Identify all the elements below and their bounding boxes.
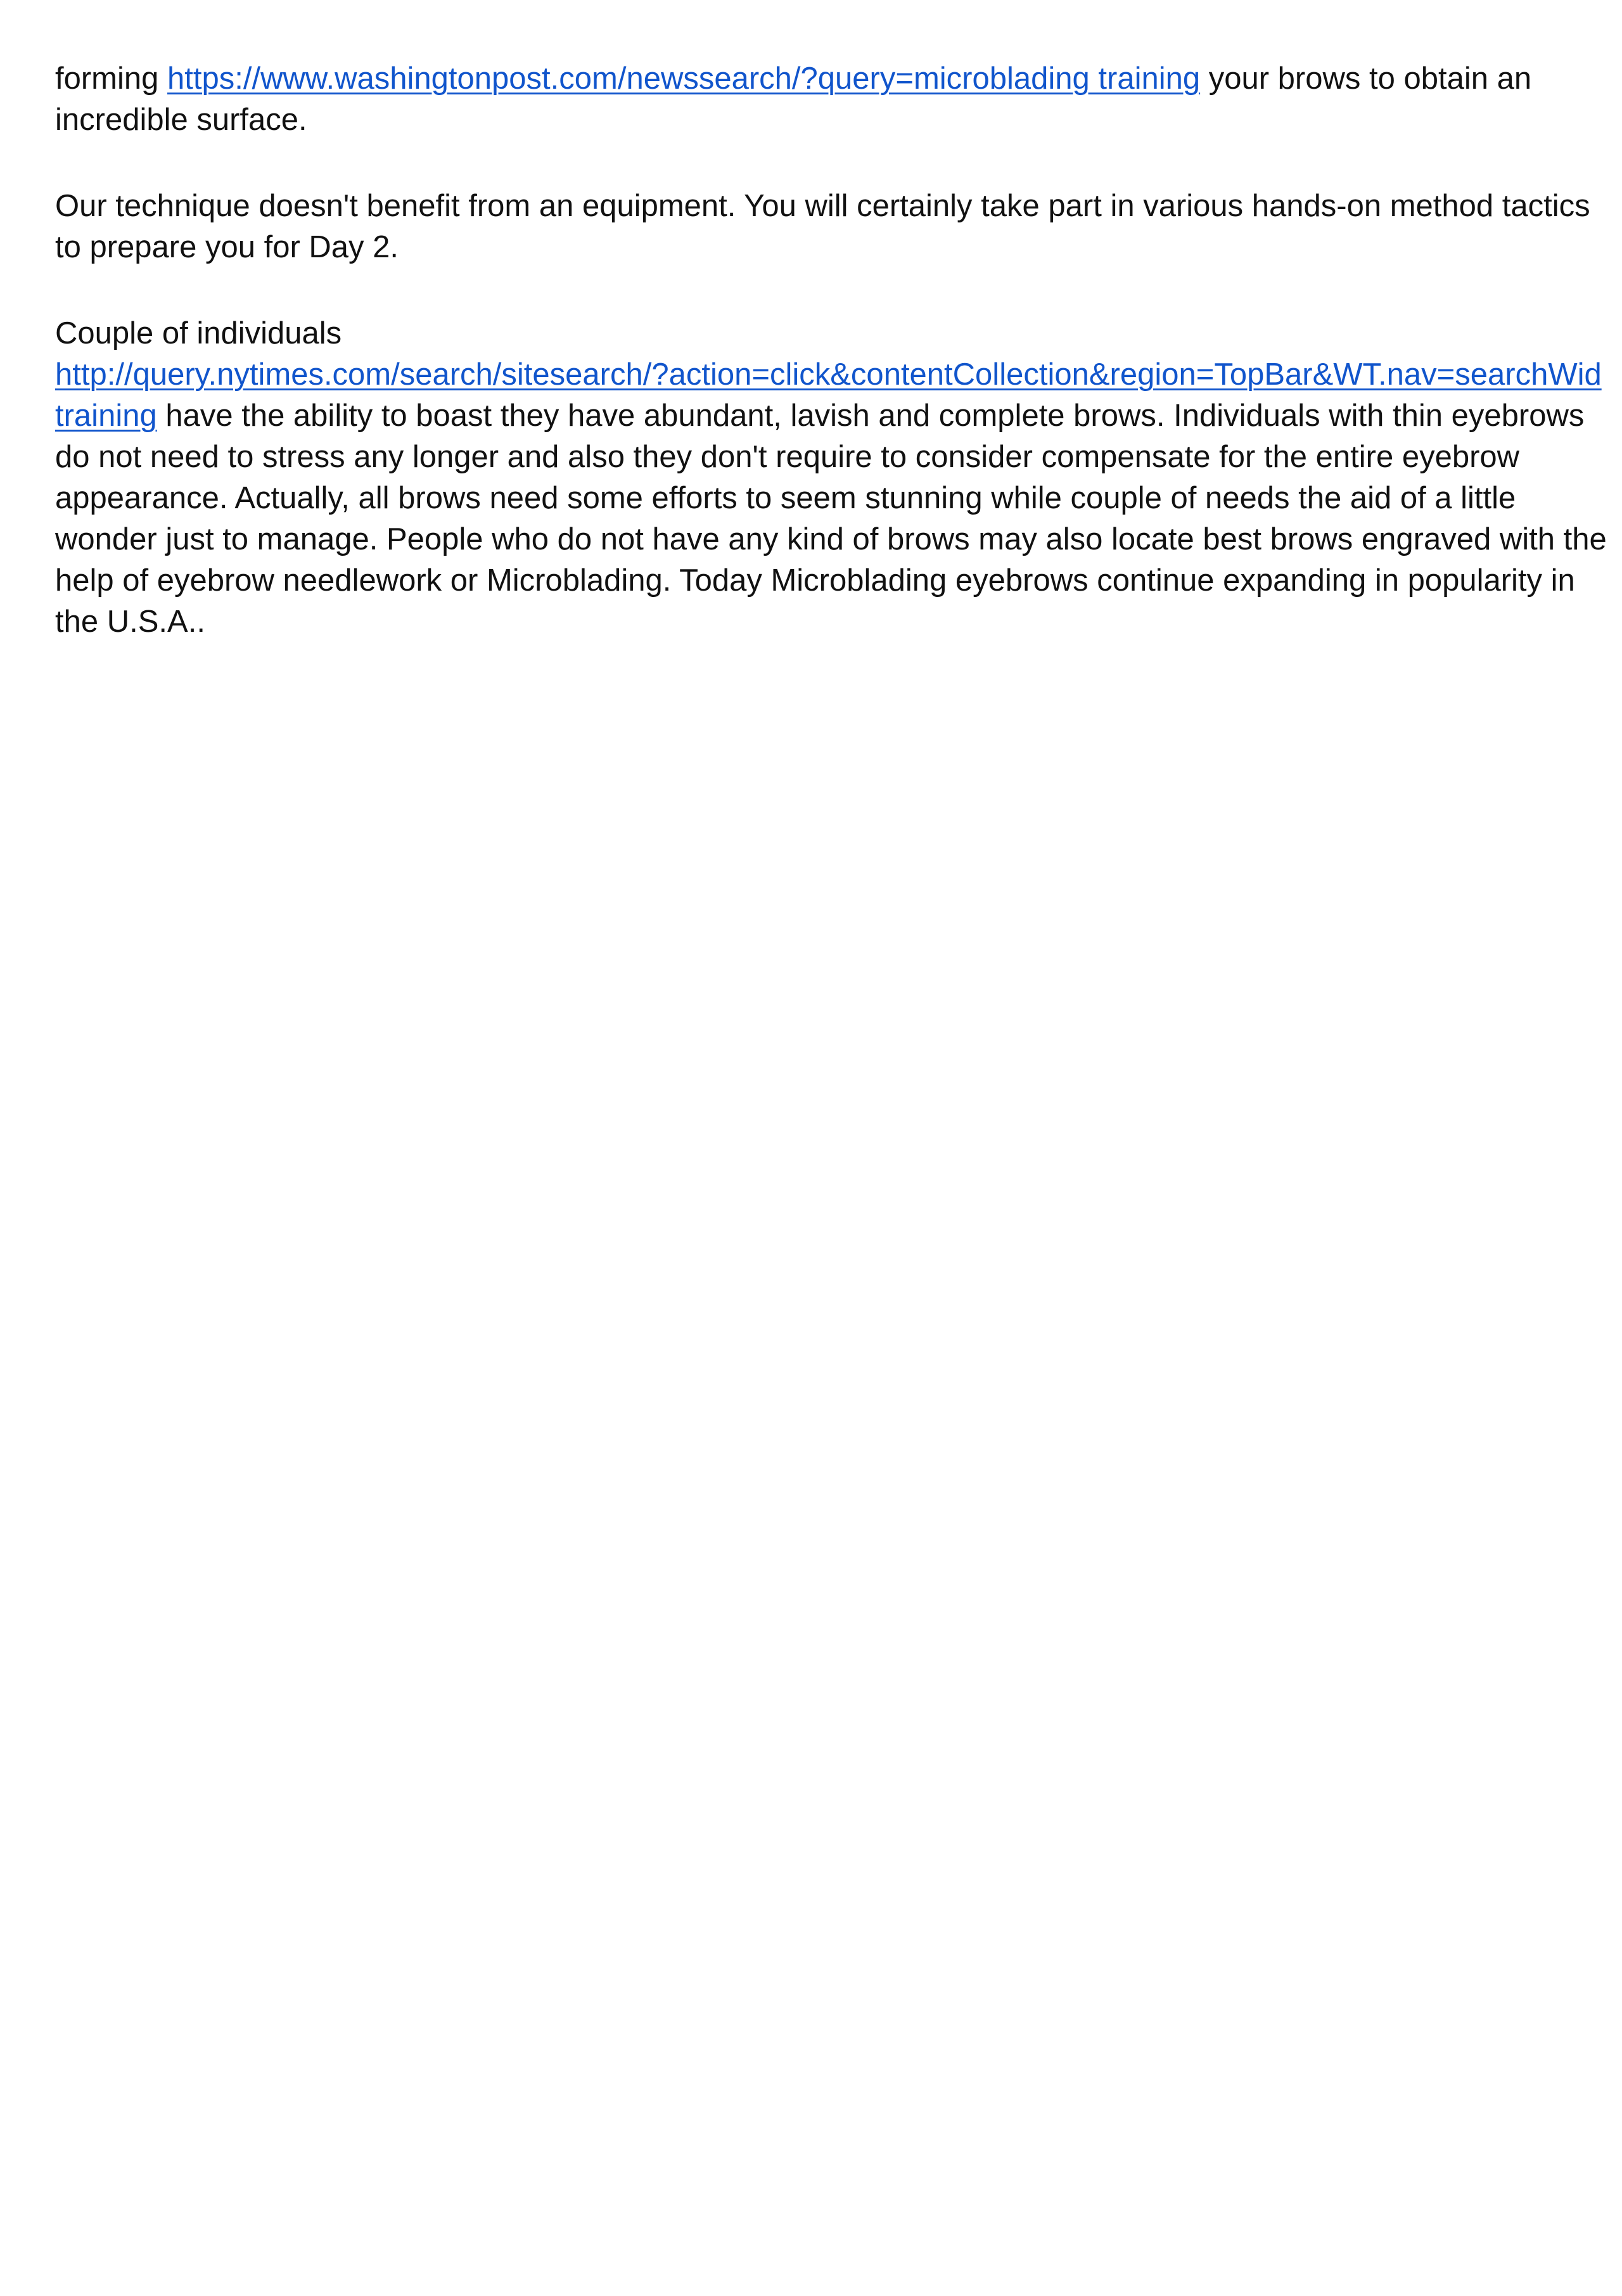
document-body — [55, 58, 1607, 688]
text-after-link: your brows to obtain an — [1200, 61, 1532, 96]
paragraph-3-line-5: appearance. Actually, all brows need some efforts to seem stunning while couple of needs the aid of a little — [55, 481, 1516, 515]
nytimes-link-part-1[interactable]: http://query.nytimes.com/search/sitesearch/?action=click&contentCollection&region=TopBar&WT.nav=searchWid — [55, 357, 1602, 392]
paragraph-3-line-1: Couple of individuals — [55, 316, 342, 350]
washingtonpost-link[interactable]: https://www.washingtonpost.com/newssearch/?query=microblading training — [167, 61, 1201, 96]
paragraph-3-line-3 — [55, 395, 1588, 437]
paragraph-2-line-2: to prepare you for Day 2. — [55, 230, 399, 264]
paragraph-3-line-6: wonder just to manage. People who do not have any kind of brows may also locate best brows engraved with the — [55, 522, 1607, 556]
paragraph-3-line-3-text: have the ability to boast they have abundant, lavish and complete brows. Individuals with thin eyebrows — [156, 399, 1585, 433]
paragraph-3-line-4: do not need to stress any longer and also they don't require to consider compensate for the entire eyebrow — [55, 440, 1520, 474]
text-before-link: forming — [55, 61, 168, 96]
paragraph-2-line-1: Our technique doesn't benefit from an equipment. You will certainly take part in various hands-on method tactics — [55, 189, 1590, 223]
paragraph-3 — [55, 313, 1607, 643]
paragraph-2 — [55, 186, 1588, 268]
paragraph-3-line-2 — [55, 354, 1602, 395]
paragraph-1-line-1 — [55, 58, 1588, 99]
paragraph-3-line-7: help of eyebrow needlework or Microblading. Today Microblading eyebrows continue expanding in popularity in — [55, 563, 1575, 598]
paragraph-1-line-2: incredible surface. — [55, 103, 307, 137]
paragraph-3-line-8: the U.S.A.. — [55, 605, 205, 639]
nytimes-link-part-2[interactable]: training — [55, 399, 157, 433]
paragraph-1 — [55, 58, 1588, 141]
